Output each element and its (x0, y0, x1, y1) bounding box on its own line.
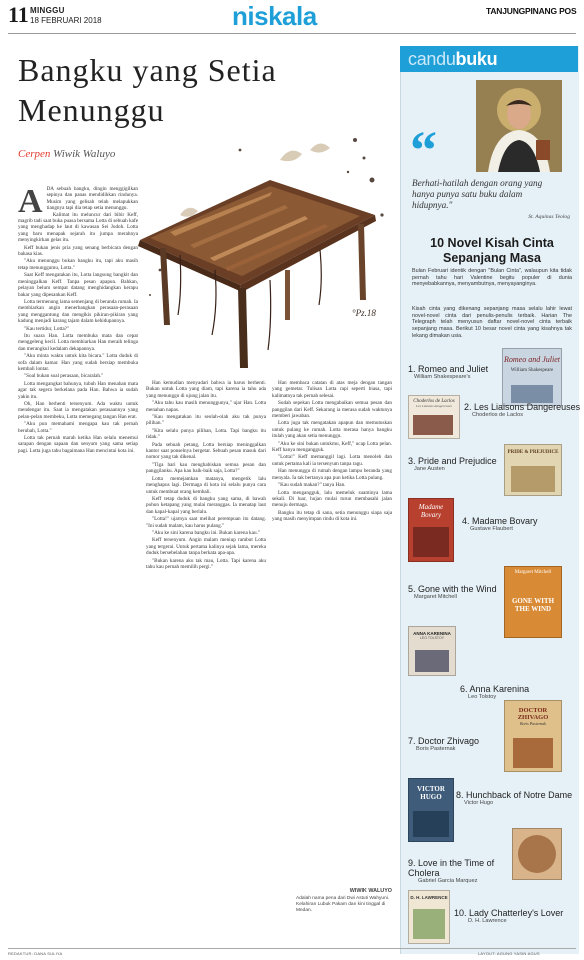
cover-art (518, 835, 556, 873)
paragraph: Kalimat itu meluncur dari bibir Keff, magrib tadi saat buka puasa bersama Lotta di sebuah kafe yang menghadap ke laut di kawasan Sei Jodoh. Lotta yang baru menapak sejarah itu jumpa merahnya menyingkirkan gelas itu. (18, 211, 138, 244)
article-title-line2: Menunggu (18, 92, 165, 128)
book-cover-pride (504, 444, 562, 496)
book-cover-anna (408, 626, 456, 676)
paragraph: "Kau sudah makan?" tanya Han. (278, 482, 346, 489)
book-cover-gwtw (504, 566, 562, 638)
book-title: Gone with the Wind (418, 584, 497, 594)
book-title: Anna Karenina (469, 684, 530, 694)
bench-roof (138, 180, 376, 292)
book-number: 6. (460, 684, 468, 694)
drop-cap: A (18, 186, 43, 220)
cover-art (413, 811, 449, 837)
book-number: 2. (464, 402, 472, 412)
footer-divider (8, 948, 576, 949)
paragraph: Keff tetap duduk di bangku yang sama, di bawah pohon ketapang yang mulai meranggas. Ia menatap laut dan kapal-kapal yang berlalu. (146, 495, 266, 515)
aquinas-portrait (476, 80, 562, 172)
paragraph: Han menunggu di rumah dengan lampu beranda yang menyala. Ia tak bertanya apa pun ketika Lotta pulang. (272, 468, 392, 481)
footer-layout: LAYOUT: AGUNG YASIN AGUS (478, 951, 540, 956)
cover-art (415, 650, 449, 672)
paragraph: Han kemudian menyadari bahwa ia harus berhenti. Bukan untuk Lotta yang diam, tapi karena ia tahu ada yang menunggu di ujung jalan itu. (146, 380, 266, 399)
paragraph: Saat Keff mengatakan itu, Lotta langsung bangkit dan meninggalkan Keff. Tanpa pesan apapun. Bahkan, pelayan belum sempat datang menghidangkan kerapu bakar yang dipesankan Keff. (18, 272, 138, 298)
page-number: 11 (8, 2, 29, 27)
book-item-6 (460, 684, 529, 701)
book-item-5 (408, 584, 497, 601)
cover-author: Choderlos de Laclos (413, 399, 455, 404)
cover-author: Margaret Mitchell (514, 570, 552, 575)
book-author: Jane Austen (414, 466, 445, 472)
book-title: Romeo and Juliet (418, 364, 489, 374)
book-title: Love in the Time of Cholera (408, 858, 495, 878)
book-list-intro-2: Kisah cinta yang dikenang sepanjang masa selalu lahir lewat novel-novel cinta dari penulis-penulis terbaik. Harian The Telegraph telah menyusun daftar novel-novel cinta terbaik sepanjang masa. Berikut 10 besar novel cinta yang kisahnya tak lekang dimakan usia. (412, 306, 572, 339)
paragraph: "Lotta!" Keff memanggil lagi. Lotta menoleh dan untuk pertama kali ia tersenyum tanpa ragu. (272, 454, 392, 467)
paragraph: "Soal bukan soal perasaan, bicaralah." (24, 373, 104, 380)
paragraph: Lotta juga tak mengatakan apapun dan memutuskan untuk pulang ke rumah. Lotta merasa hanya bangku itulah yang akan setia menunggu. (272, 420, 392, 440)
cover-art (511, 385, 553, 403)
cover-title: PRIDE & PREJUDICE (507, 450, 559, 455)
book-cover-zhivago (504, 700, 562, 772)
paragraph: Oh, Han berhenti tersenyum. Ada waktu untuk mendengar itu. Saat ia mengatakan perasaannya yang pelan-pelan membeku, Lotta memegang tangan Han erat. (18, 401, 138, 420)
book-title: Doctor Zhivago (418, 736, 480, 746)
book-item-4 (462, 516, 538, 533)
book-title: Hunchback of Notre Dame (466, 790, 573, 800)
cover-title: DOCTOR ZHIVAGO (517, 707, 549, 721)
paragraph: "Aku menunggu bukan bangku itu, tapi aku masih tetap menunggumu, Lotta." (18, 258, 138, 271)
book-number: 10. (454, 908, 467, 918)
paragraph: Keff bukan jenis pria yang senang berbicara dengan bahasa kias. (18, 244, 138, 258)
author-caption-name: WIWIK WALUYO (349, 888, 392, 894)
book-author: Boris Pasternak (416, 746, 456, 752)
paragraph: "Kau mengatakan itu seolah-olah aku tak punya pilihan." (146, 414, 266, 427)
cover-title: Madame Bovary (418, 503, 444, 519)
header-divider (8, 33, 576, 34)
article-lead (18, 186, 138, 220)
paragraph: Keff tersenyum. Angin malam meniup rambut Lotta yang tergerai. Untuk pertama kalinya sejak lama, mereka duduk bersebelahan tanpa berkata apa-apa. (146, 537, 266, 557)
book-title: Les Liaisons Dangereuses (474, 402, 581, 412)
byline-author: Wiwik Waluyo (53, 148, 116, 160)
book-item-3 (408, 456, 497, 473)
article-column-2 (146, 380, 266, 940)
book-title: Pride and Prejudice (418, 456, 497, 466)
candubuku-title (408, 49, 497, 70)
book-number: 9. (408, 858, 416, 868)
book-list-intro-1: Bulan Februari identik dengan "Bulan Cinta", walaupun kita tidak pernah tahu hari Valentine begitu populer di dunia menyebabkannya, menyambutnya, menyayanginya. (412, 268, 572, 288)
book-title: Lady Chatterley's Lover (469, 908, 564, 918)
paragraph: Pada sebuah petang, Lotta bersiap meninggalkan kantor saat ponselnya bergetar. Sebuah pesan masuk dari nomor yang tak dikenal. (146, 441, 266, 461)
issue-day: MINGGU (30, 6, 65, 15)
cover-title: GONE WITH THE WIND (511, 597, 555, 613)
quote-author: St. Aquinas Teolog (528, 214, 570, 220)
cover-art (511, 466, 555, 492)
article-byline (18, 148, 115, 160)
book-item-2 (464, 402, 580, 419)
paragraph: Lotta tak pernah marah ketika Han selalu menemui sarapan dengan sapaan dan senyum yang sama setiap pagi. Lotta juga tahu bagaimana Han mencintai kota ini. (18, 435, 138, 454)
cover-title: VICTOR HUGO (417, 785, 445, 801)
author-caption-text: Adalah nama pena dari Dwi Astuti Wahyuni. Kelahiran Lubuk Pakam dan kini tinggal di Medan. (296, 896, 390, 913)
paragraph: Han membaca catatan di atas meja dengan tangan yang gemetar. Tulisan Lotta rapi seperti biasa, tapi kalimatnya tak pernah selesai. (272, 380, 392, 399)
paragraph: "Kita selalu punya pilihan, Lotta. Tapi bangku itu tidak." (146, 427, 266, 441)
paragraph: Lotta termenung lama semenjang di beranda rumah. Ia membiarkan angin menerbangkan perasaan-perasaan yang menggantung dan mengikis pikiran-pikiran yang kadung menjadi karang tajam dalam kehidupannya. (18, 298, 138, 325)
paragraph: Lotta mengangkat bahunya, tubuh Han menahan mata agar tak segera berkelana pada Han. Bahwa ia sudah yakin itu. (18, 380, 138, 400)
paragraph: Lotta memejamkan matanya, mengetik lalu menghapus lagi. Dermaga di kota ini selalu punya cara untuk membuat orang kembali. (146, 475, 266, 495)
paragraph: Sudah sepekan Lotta mengabaikan semua pesan dan panggilan dari Keff. Sekarang ia merasa sudah waktunya memberi jawaban. (272, 400, 392, 420)
footer-editor: REDAKTUR: DANA SULIYA (8, 951, 63, 956)
book-author: William Shakespeare's (414, 374, 471, 380)
book-number: 7. (408, 736, 416, 746)
article-title-line1: Bangku yang Setia (18, 52, 277, 88)
book-author: Margaret Mitchell (414, 594, 457, 600)
book-cover-bovary (408, 498, 454, 562)
book-author: Victor Hugo (464, 800, 494, 806)
book-number: 4. (462, 516, 470, 526)
paragraph: "Aku pun memahami mengapa kau tak pernah berubah, Lotta." (18, 421, 138, 434)
book-number: 3. (408, 456, 416, 466)
lead-paragraph: DA sebuah bangku, dingin menggigilkan sepinya dan panas mendidihkan rindunya. Musim yang gelisah telah melapukkan tiangnya tapi dia tetap setia menunggu. (46, 186, 138, 212)
article-title (18, 50, 388, 130)
illustrator-signature: °Pz.18 (352, 308, 376, 318)
cover-art (413, 415, 453, 435)
book-item-9 (408, 858, 512, 885)
paragraph: "Aku tahu kau masih menunggunya," ujar Han. Lotta menahan napas. (146, 400, 266, 413)
issue-date: 18 FEBRUARI 2018 (30, 16, 102, 25)
byline-label: Cerpen (18, 148, 51, 160)
book-item-1 (408, 364, 488, 381)
cover-art (413, 527, 449, 557)
candubuku-title-a: candu (408, 49, 456, 69)
book-item-7 (408, 736, 479, 753)
book-author: Gustave Flaubert (470, 526, 513, 532)
book-cover-laclos (408, 395, 460, 439)
cover-art (413, 909, 445, 939)
book-list-title: 10 Novel Kisah Cinta Sepanjang Masa (430, 236, 554, 265)
book-cover-cholera (512, 828, 562, 880)
book-number: 1. (408, 364, 416, 374)
book-cover-romeo (502, 348, 562, 406)
book-item-10 (454, 908, 564, 925)
article-column-1 (18, 186, 138, 936)
bench-illustration (120, 120, 400, 375)
book-cover-hugo (408, 778, 454, 842)
book-author: Choderlos de Laclos (472, 412, 523, 418)
paragraph: "Aku minta waktu untuk kita bicara." Lotta duduk di sofa dalam kamar. Han yang sudah bersiap membuka kembali lontar. (18, 353, 138, 372)
candubuku-title-b: buku (455, 49, 498, 69)
cover-author: William Shakespeare (510, 368, 554, 373)
book-number: 8. (456, 790, 464, 800)
cover-title: Les Liaisons dangereuses (416, 404, 452, 408)
author-caption (296, 888, 392, 914)
quote-mark-icon: “ (410, 120, 437, 180)
paragraph: Lotta mengangguk, lalu memeluk suaminya lama sekali. Di luar, hujan mulai turun membasahi jalan menuju dermaga. (272, 489, 392, 509)
cover-author: Boris Pasternak (520, 721, 546, 726)
cover-title: ANNA KARENINA (413, 631, 451, 636)
book-cover-lawrence (408, 890, 450, 944)
paragraph: "Bukan karena aku tak mau, Lotta. Tapi karena aku tahu kau pernah memilih pergi." (146, 557, 266, 570)
cover-title: Romeo and Juliet (504, 355, 560, 364)
paragraph: "Tiga hari kau menghabiskan semua pesan dan panggilanku. Apa kau baik-baik saja, Lotta?" (146, 461, 266, 475)
section-rubric: niskala (232, 1, 317, 31)
paragraph: Bangku itu tetap di sana, setia menunggu siapa saja yang masih menyimpan rindu di kota ini. (272, 509, 392, 523)
book-title: Madame Bovary (472, 516, 538, 526)
paragraph: "Kau tertidur, Lotta?" (24, 325, 70, 332)
cover-art (513, 738, 553, 768)
book-number: 5. (408, 584, 416, 594)
paragraph: Itu suara Han. Lotta membuka mata dan cepat menggeleng kecil. Lotta membiarkan Han meraih telinga dan merangkul kedalam dekapannya. (18, 332, 138, 352)
paragraph: "Lotta!" ujarnya saat melihat perempuan itu datang. "Ini sudah malam, kau harus pulang." (146, 516, 266, 529)
article-column-3 (272, 380, 392, 940)
book-author: D. H. Lawrence (468, 918, 507, 924)
paragraph: "Aku ke sini bukan untukmu, Keff," ucap Lotta pelan. Keff hanya mengangguk. (272, 440, 392, 454)
book-author: Leo Tolstoy (468, 694, 497, 700)
candubuku-quote: Berhati-hatilah dengan orang yang hanya punya satu buku dalam hidupnya." (412, 178, 543, 210)
newspaper-name: TANJUNGPINANG POS (486, 6, 577, 16)
paragraph: "Aku ke sini karena bangku ini. Bukan karena kau." (152, 529, 260, 536)
book-item-8 (456, 790, 572, 807)
cover-author: D. H. LAWRENCE (410, 895, 448, 900)
book-author: Gabriel Garcia Marquez (418, 878, 478, 884)
cover-author: LEO TOLSTOY (419, 636, 445, 640)
